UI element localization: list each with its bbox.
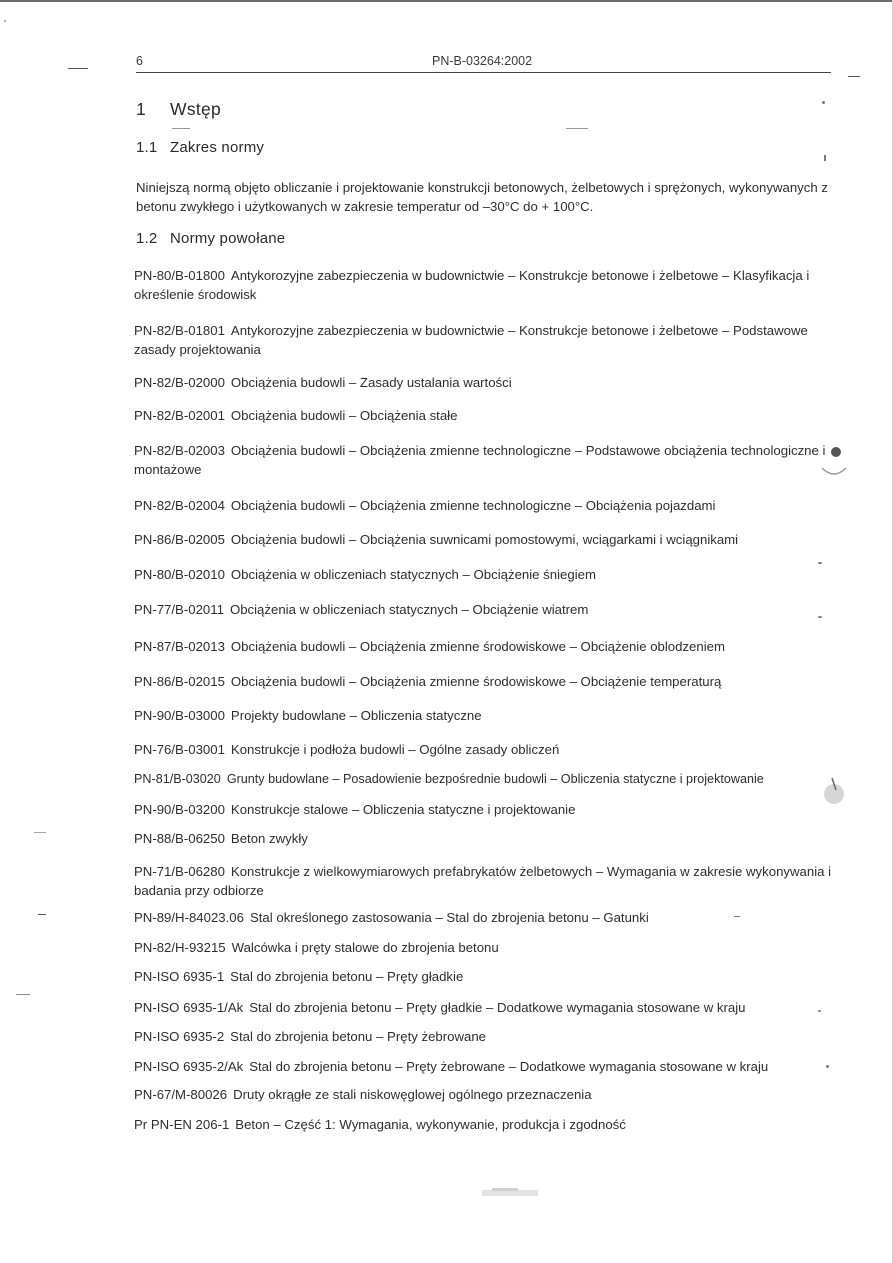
section-1-heading xyxy=(136,99,221,120)
reference-code: PN-86/B-02015 xyxy=(134,674,225,689)
margin-mark xyxy=(38,914,46,915)
reference-title: Konstrukcje z wielkowymiarowych prefabrykatów żelbetowych – Wymagania w zakresie wykonywania i badania przy odbiorze xyxy=(134,864,832,898)
reference-title: Beton – Część 1: Wymagania, wykonywanie, produkcja i zgodność xyxy=(235,1117,626,1132)
reference-code: PN-80/B-02010 xyxy=(134,567,225,582)
reference-title: Projekty budowlane – Obliczenia statyczne xyxy=(230,708,482,723)
scan-top-edge xyxy=(0,0,893,2)
page-number: 6 xyxy=(136,54,143,68)
section-number: 1.2 xyxy=(136,230,158,247)
header-rule xyxy=(136,72,831,73)
scan-speck xyxy=(818,1010,821,1012)
reference-title: Obciążenia budowli – Zasady ustalania wartości xyxy=(230,375,512,390)
reference-title: Konstrukcje i podłoża budowli – Ogólne zasady obliczeń xyxy=(230,742,560,757)
reference-item xyxy=(134,600,834,619)
reference-code: PN-82/B-02003 xyxy=(134,443,225,458)
reference-item xyxy=(134,441,834,479)
scan-speck xyxy=(826,1065,829,1068)
reference-item xyxy=(134,266,834,304)
reference-code: PN-87/B-02013 xyxy=(134,639,225,654)
reference-code: PN-ISO 6935-1 xyxy=(134,969,225,984)
reference-code: PN-82/B-02001 xyxy=(134,408,225,423)
margin-mark xyxy=(34,832,46,833)
reference-code: PN-ISO 6935-2 xyxy=(134,1029,225,1044)
margin-mark xyxy=(172,128,190,129)
scan-smudge xyxy=(478,1184,544,1202)
section-title: Normy powołane xyxy=(170,230,286,247)
section-title: Zakres normy xyxy=(170,139,265,156)
reference-code: PN-67/M-80026 xyxy=(134,1087,228,1102)
reference-code: Pr PN-EN 206-1 xyxy=(134,1117,230,1132)
reference-item xyxy=(134,862,834,900)
scan-speck xyxy=(824,155,826,161)
reference-title: Obciążenia w obliczeniach statycznych – Obciążenie wiatrem xyxy=(229,602,589,617)
reference-title: Antykorozyjne zabezpieczenia w budownictwie – Konstrukcje betonowe i żelbetowe – Klasyfikacja i określenie środowisk xyxy=(134,268,810,302)
reference-title: Obciążenia w obliczeniach statycznych – Obciążenie śniegiem xyxy=(230,567,596,582)
scan-speck xyxy=(734,916,740,917)
document-code: PN-B-03264:2002 xyxy=(432,54,533,68)
reference-code: PN-82/H-93215 xyxy=(134,940,226,955)
reference-code: PN-76/B-03001 xyxy=(134,742,225,757)
reference-code: PN-82/B-01801 xyxy=(134,323,225,338)
scope-paragraph: Niniejszą normą objęto obliczanie i projektowanie konstrukcji betonowych, żelbetowych i sprężonych, wykonywanych z betonu zwykłego i użytkowanych w zakresie temperatur od –30°C do + 100°C. xyxy=(136,180,828,214)
reference-code: PN-ISO 6935-1/Ak xyxy=(134,1000,244,1015)
reference-item xyxy=(134,967,834,986)
section-number: 1 xyxy=(136,99,147,119)
scan-blot xyxy=(816,438,852,480)
reference-item xyxy=(134,800,834,819)
reference-item xyxy=(134,406,834,425)
reference-item xyxy=(134,637,834,656)
reference-code: PN-88/B-06250 xyxy=(134,831,225,846)
reference-title: Stal do zbrojenia betonu – Pręty żebrowane – Dodatkowe wymagania stosowane w kraju xyxy=(249,1059,769,1074)
reference-code: PN-90/B-03200 xyxy=(134,802,225,817)
reference-title: Stal do zbrojenia betonu – Pręty gładkie xyxy=(230,969,464,984)
reference-title: Beton zwykły xyxy=(230,831,308,846)
reference-item xyxy=(134,938,834,957)
reference-title: Obciążenia budowli – Obciążenia zmienne środowiskowe – Obciążenie oblodzeniem xyxy=(230,639,725,654)
running-header xyxy=(136,54,831,74)
section-1-1-heading xyxy=(136,139,264,156)
scan-speck xyxy=(4,20,6,22)
reference-code: PN-71/B-06280 xyxy=(134,864,225,879)
reference-title: Druty okrągłe ze stali niskowęglowej ogólnego przeznaczenia xyxy=(233,1087,592,1102)
reference-item xyxy=(134,1057,834,1076)
reference-item xyxy=(134,672,834,691)
scan-speck xyxy=(818,616,822,618)
reference-title: Stal do zbrojenia betonu – Pręty gładkie – Dodatkowe wymagania stosowane w kraju xyxy=(249,1000,746,1015)
reference-item xyxy=(134,565,834,584)
reference-item xyxy=(134,530,834,549)
reference-title: Obciążenia budowli – Obciążenia zmienne technologiczne – Podstawowe obciążenia technologiczne i montażowe xyxy=(134,443,826,477)
reference-item xyxy=(134,373,834,392)
margin-mark xyxy=(68,68,88,69)
reference-item xyxy=(134,321,834,359)
reference-title: Walcówka i pręty stalowe do zbrojenia betonu xyxy=(231,940,499,955)
reference-code: PN-77/B-02011 xyxy=(134,602,224,617)
margin-mark xyxy=(848,76,860,77)
reference-code: PN-82/B-02000 xyxy=(134,375,225,390)
reference-item xyxy=(134,1115,834,1134)
reference-title: Obciążenia budowli – Obciążenia zmienne technologiczne – Obciążenia pojazdami xyxy=(230,498,716,513)
reference-title: Konstrukcje stalowe – Obliczenia statyczne i projektowanie xyxy=(230,802,576,817)
reference-code: PN-86/B-02005 xyxy=(134,532,225,547)
reference-code: PN-82/B-02004 xyxy=(134,498,225,513)
section-1-2-heading xyxy=(136,230,285,247)
reference-item xyxy=(134,829,834,848)
scan-blot xyxy=(812,774,848,814)
reference-code: PN-89/H-84023.06 xyxy=(134,910,244,925)
reference-item xyxy=(134,706,834,725)
margin-mark xyxy=(16,994,30,995)
reference-code: PN-81/B-03020 xyxy=(134,772,221,786)
margin-mark xyxy=(566,128,588,129)
scan-speck xyxy=(818,562,822,564)
reference-item xyxy=(134,770,834,789)
reference-title: Obciążenia budowli – Obciążenia stałe xyxy=(230,408,458,423)
section-number: 1.1 xyxy=(136,139,158,156)
reference-code: PN-ISO 6935-2/Ak xyxy=(134,1059,244,1074)
reference-title: Antykorozyjne zabezpieczenia w budownictwie – Konstrukcje betonowe i żelbetowe – Podstawowe zasady projektowania xyxy=(134,323,808,357)
reference-title: Stal określonego zastosowania – Stal do zbrojenia betonu – Gatunki xyxy=(249,910,649,925)
section-title: Wstęp xyxy=(170,99,222,119)
reference-item xyxy=(134,998,834,1017)
reference-item xyxy=(134,908,834,927)
reference-title: Obciążenia budowli – Obciążenia zmienne środowiskowe – Obciążenie temperaturą xyxy=(230,674,722,689)
reference-code: PN-80/B-01800 xyxy=(134,268,225,283)
reference-code: PN-90/B-03000 xyxy=(134,708,225,723)
reference-title: Grunty budowlane – Posadowienie bezpośrednie budowli – Obliczenia statyczne i projektowanie xyxy=(226,772,764,786)
reference-item xyxy=(134,496,834,515)
reference-title: Obciążenia budowli – Obciążenia suwnicami pomostowymi, wciągarkami i wciągnikami xyxy=(230,532,739,547)
reference-item xyxy=(134,1085,834,1104)
reference-item xyxy=(134,740,834,759)
scan-speck xyxy=(822,101,825,104)
reference-title: Stal do zbrojenia betonu – Pręty żebrowane xyxy=(230,1029,487,1044)
reference-item xyxy=(134,1027,834,1046)
